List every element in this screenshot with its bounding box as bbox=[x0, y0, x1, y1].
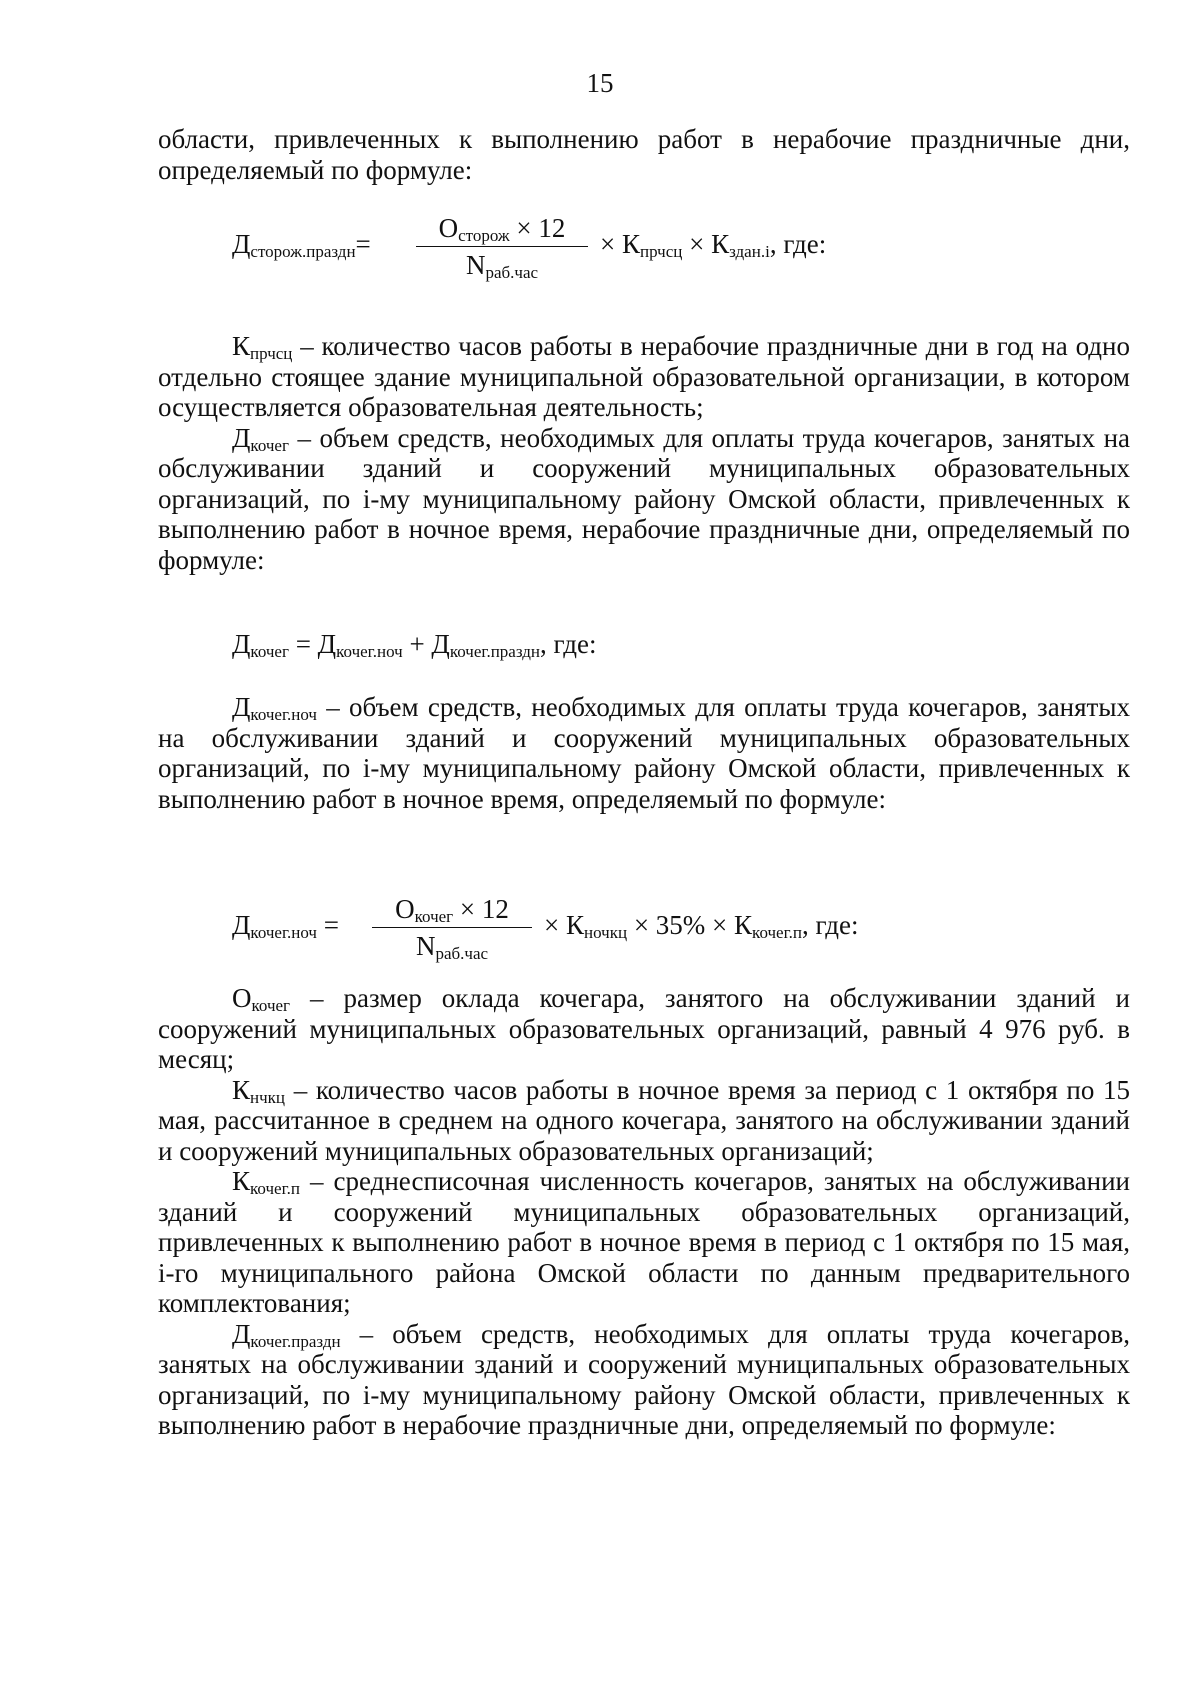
formula-fraction bbox=[416, 212, 588, 281]
numerator-symbol: О bbox=[395, 894, 415, 924]
definition-k-kocheg-p bbox=[158, 1166, 1130, 1319]
formula-2 bbox=[232, 628, 596, 660]
definition-d-kocheg-prazdn bbox=[158, 1319, 1130, 1441]
denominator-symbol: N bbox=[415, 931, 436, 961]
page-number: 15 bbox=[586, 68, 614, 98]
definitions-block-3 bbox=[158, 983, 1130, 1441]
definition-d-kocheg-noch bbox=[158, 692, 1130, 814]
formula-symbol: Д bbox=[232, 629, 251, 659]
definition-symbol: $Д_{кочег}$ bbox=[232, 422, 289, 455]
denominator-symbol: N bbox=[465, 250, 486, 280]
paragraph-text: области, привлеченных к выполнению работ в нерабочие праздничные дни, определяемый по формуле: bbox=[158, 124, 1130, 185]
definition-text: – количество часов работы в ночное время за период с 1 октября по 15 мая, рассчитанное в среднем на одного кочегара, занятого на обслуживании зданий и сооружений муниципальных образовательных организаций; bbox=[158, 1074, 1130, 1166]
formula-subscript: сторож.праздн bbox=[250, 242, 356, 261]
definition-symbol: $О_{кочег}$ bbox=[232, 983, 291, 1015]
formula-symbol: Д bbox=[232, 229, 251, 259]
formula-subscript: ночкц bbox=[584, 923, 628, 942]
formula-equals: = bbox=[317, 910, 339, 940]
formula-subscript: кочег.ноч bbox=[336, 642, 403, 661]
definition-d-kocheg bbox=[158, 423, 1130, 576]
formula-3-lhs bbox=[232, 909, 339, 941]
formula-subscript: кочег bbox=[250, 642, 289, 661]
formula-suffix: , где: bbox=[769, 229, 827, 259]
formula-lhs bbox=[232, 228, 371, 260]
formula-factor: × К bbox=[544, 910, 584, 940]
definition-k-nchkc bbox=[158, 1075, 1130, 1167]
definitions-block-2 bbox=[158, 692, 1130, 814]
definition-o-kocheg bbox=[158, 983, 1130, 1075]
formula-subscript: прчсц bbox=[640, 242, 683, 261]
formula-subscript: кочег.ноч bbox=[250, 923, 317, 942]
formula-equals: = bbox=[355, 229, 371, 259]
formula-subscript: кочег.п bbox=[752, 923, 803, 942]
formula-rhs bbox=[600, 228, 826, 260]
denominator-subscript: раб.час bbox=[485, 263, 539, 282]
definition-symbol: $Д_{кочег.праздн}$ bbox=[232, 1318, 341, 1351]
definition-text: – среднесписочная численность кочегаров, занятых на обслуживании зданий и сооружений муниципальных образовательных организаций, привлеченных к выполнению работ в ночное время в период с 1 октября по 15 мая, i-го муниципального района Омской области по данным предварительного комплектования; bbox=[158, 1166, 1130, 1318]
definitions-block-1 bbox=[158, 331, 1130, 575]
definition-symbol: $К_{прчсц}$ bbox=[232, 331, 293, 363]
formula-subscript: здан.i bbox=[729, 242, 770, 261]
definition-symbol: $К_{кочег.п}$ bbox=[232, 1166, 300, 1198]
formula-factor: × К bbox=[682, 229, 730, 259]
formula-suffix: , где: bbox=[540, 629, 597, 659]
fraction-numerator bbox=[372, 893, 532, 927]
definition-symbol: $Д_{кочег.ноч}$ bbox=[232, 692, 317, 724]
numerator-tail: × 12 bbox=[509, 213, 566, 243]
fraction-numerator bbox=[416, 212, 588, 246]
fraction-denominator bbox=[416, 247, 588, 281]
formula-factor: × 35% × К bbox=[627, 910, 753, 940]
numerator-subscript: кочег bbox=[414, 907, 454, 926]
formula-suffix: , где: bbox=[802, 910, 859, 940]
formula-term: = Д bbox=[288, 629, 337, 659]
formula-symbol: Д bbox=[232, 910, 251, 940]
definition-text: – объем средств, необходимых для оплаты труда кочегаров, занятых на обслуживании зданий и сооружений муниципальных образовательных организаций, по i-му муниципальному району Омской области, привлеченных к выполнению работ в ночное время, нерабочие праздничные дни, определяемый по формуле: bbox=[158, 422, 1130, 575]
denominator-subscript: раб.час bbox=[435, 944, 489, 963]
formula-subscript: кочег.праздн bbox=[449, 642, 540, 661]
definition-text: – размер оклада кочегара, занятого на обслуживании зданий и сооружений муниципальных образовательных организаций, равный 4 976 руб. в месяц; bbox=[158, 983, 1130, 1074]
numerator-tail: × 12 bbox=[453, 894, 509, 924]
numerator-subscript: сторож bbox=[458, 226, 510, 245]
numerator-symbol: О bbox=[438, 213, 459, 243]
definition-symbol: $К_{нчкц}$ bbox=[232, 1074, 286, 1107]
fraction-denominator bbox=[372, 928, 532, 962]
formula-3-fraction bbox=[372, 893, 532, 962]
formula-factor: × К bbox=[600, 229, 640, 259]
definition-text: – количество часов работы в нерабочие праздничные дни в год на одно отдельно стоящее здание муниципальной образовательной организации, в котором осуществляется образовательная деятельность; bbox=[158, 331, 1130, 422]
definition-text: – объем средств, необходимых для оплаты труда кочегаров, занятых на обслуживании зданий и сооружений муниципальных образовательных организаций, по i-му муниципальному району Омской области, привлеченных к выполнению работ в нерабочие праздничные дни, определяемый по формуле: bbox=[158, 1318, 1130, 1440]
paragraph-continuation bbox=[158, 124, 1130, 185]
formula-3-rhs bbox=[544, 909, 858, 941]
definition-text: – объем средств, необходимых для оплаты труда кочегаров, занятых на обслуживании зданий и сооружений муниципальных образовательных организаций, по i-му муниципальному району Омской области, привлеченных к выполнению работ в ночное время, определяемый по формуле: bbox=[158, 692, 1130, 814]
formula-term: + Д bbox=[402, 629, 450, 659]
definition-k-prchsc bbox=[158, 331, 1130, 423]
